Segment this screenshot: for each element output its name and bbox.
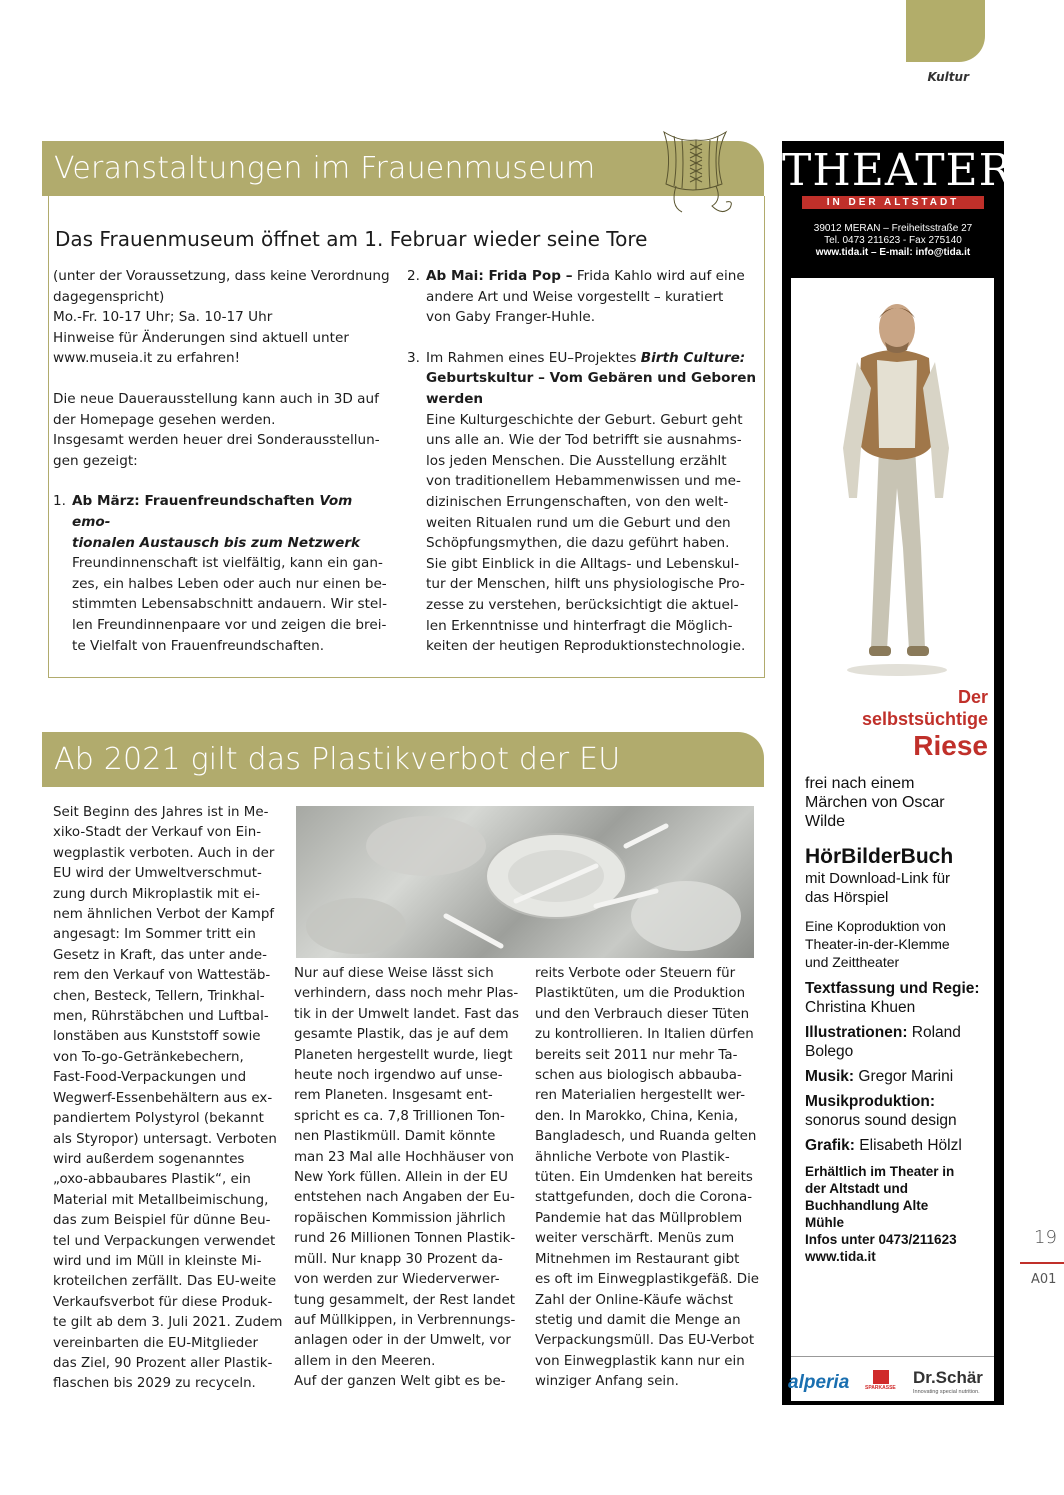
text-line: schen aus biologisch abbauba- <box>535 1068 742 1084</box>
text-line: tur der Menschen, hilft uns physiologische Pro- <box>426 576 745 593</box>
text-line: weiten Ritualen rund um die Geburt und den <box>426 514 731 531</box>
text-line: men, Rührstäbchen und Luftbal- <box>53 1009 269 1025</box>
text-line: Freundinnenschaft ist vielfältig, kann ein gan- <box>72 555 383 572</box>
text-line: len Erkenntnisse und hinterfragt die Möglich- <box>426 617 733 634</box>
text-line: los jeden Menschen. Die Ausstellung erzählt <box>426 452 727 469</box>
text-line: mit Download-Link für <box>805 870 951 887</box>
theater-logo: THEATER <box>782 145 1013 196</box>
text-line: „oxo-abbaubares Plastik“, ein <box>53 1172 251 1188</box>
credit-illustrations <box>805 1023 990 1061</box>
text-line: Im Rahmen eines EU–Projektes <box>426 349 641 366</box>
text-line: heute noch irgendwo auf unse- <box>294 1068 503 1084</box>
item-heading-italic: tionalen Austausch bis zum Netzwerk <box>72 534 361 551</box>
text-line: flaschen bis 2029 zu recyceln. <box>53 1376 256 1392</box>
exhibition-item-1 <box>53 491 393 656</box>
text-line: wegplastik verboten. Auch in der <box>53 845 275 861</box>
text-line: und Zeittheater <box>805 954 900 970</box>
text-line: stattgefunden, doch die Corona- <box>535 1190 753 1206</box>
text-line: keiten der heutigen Reproduktionstechnologie. <box>426 638 746 655</box>
text-line: www.museia.it zu erfahren! <box>53 350 241 367</box>
availability <box>805 1163 990 1265</box>
credit-label: Musikproduktion: <box>805 1093 936 1110</box>
credit-graphics <box>805 1136 990 1155</box>
ad-details <box>805 774 990 1265</box>
text-line: entstehen nach Angaben der Eu- <box>294 1190 515 1206</box>
text-line: te gilt ab dem 3. Juli 2021. Zudem <box>53 1315 283 1331</box>
text-line: Hinweise für Änderungen sind aktuell unter <box>53 329 349 346</box>
article2-title-banner <box>42 732 764 787</box>
text-line: zung durch Mikroplastik mit ei- <box>53 886 260 902</box>
text-line: Plastiktüten, um die Produktion <box>535 986 746 1002</box>
page-code: A01 <box>1031 1272 1057 1287</box>
text-line: der Homepage gesehen werden. <box>53 411 276 428</box>
text-line: (unter der Voraussetzung, dass keine Verordnung <box>53 268 390 284</box>
text-line: gesamte Plastik, das je auf dem <box>294 1027 509 1043</box>
phone: Tel. 0473 211623 - Fax 275140 <box>824 235 962 246</box>
page-number-rule <box>1020 1262 1064 1264</box>
text-line: nen Plastikmüll. Damit könnte <box>294 1129 496 1145</box>
text-line: ren Materialien hergestellt wer- <box>535 1088 746 1104</box>
text-line: Nur auf diese Weise lässt sich <box>294 966 494 981</box>
text-line: Eine Koproduktion von <box>805 918 946 934</box>
credit-value: Christina Khuen <box>805 999 916 1016</box>
sparkasse-icon <box>873 1370 889 1384</box>
text-line: dizinischen Errungenschaften, von den welt- <box>426 493 729 510</box>
text-line: kroteilchen zerfällt. Das EU-weite <box>53 1274 277 1290</box>
article2-column-2 <box>294 964 524 1393</box>
section-label: Kultur <box>927 70 969 84</box>
text-line: Seit Beginn des Jahres ist in Me- <box>53 805 269 820</box>
text-line: Wegwerf-Essenbehältern aus ex- <box>53 1090 273 1106</box>
credit-value: Elisabeth Hölzl <box>859 1137 962 1154</box>
text-line: auf Müllkippen, in Verbrennungs- <box>294 1312 516 1328</box>
text-line: Erhältlich im Theater in <box>805 1164 955 1179</box>
plastic-cutlery-photo <box>296 806 754 958</box>
text-line: man 23 Mal alle Hochhäuser von <box>294 1149 515 1165</box>
text-line: vereinbarten die EU-Mitglieder <box>53 1335 259 1351</box>
sparkasse-logo: SPARKASSE <box>865 1385 896 1391</box>
text-line: rem Planeten. Insgesamt ent- <box>294 1088 493 1104</box>
text-line: Planeten hergestellt wurde, liegt <box>294 1047 513 1063</box>
credit-label: Illustrationen: <box>805 1024 908 1041</box>
text-line: tel und Verpackungen verwendet <box>53 1233 276 1249</box>
text-line: von Gaby Franger-Huhle. <box>426 309 596 326</box>
text-line: den. In Marokko, China, Kenia, <box>535 1108 739 1124</box>
format-description <box>805 869 990 907</box>
text-line: Buchhandlung Alte <box>805 1198 929 1213</box>
text-line: xiko-Stadt der Verkauf von Ein- <box>53 825 262 841</box>
item-number: 3. <box>407 349 420 366</box>
item-number: 1. <box>53 493 66 510</box>
item-number: 2. <box>407 268 420 284</box>
article1-subtitle: Das Frauenmuseum öffnet am 1. Februar wieder seine Tore <box>55 227 648 251</box>
text-line: müll. Nur knapp 30 Prozent da- <box>294 1251 503 1267</box>
text-line: das Hörspiel <box>805 889 889 906</box>
article2-column-3 <box>535 964 767 1393</box>
show-title-main: Riese <box>913 730 988 761</box>
text-line: Bangladesch, und Ruanda gelten <box>535 1129 757 1145</box>
item-heading: werden <box>426 390 484 407</box>
item-heading: Ab März: Frauenfreundschaften <box>72 493 320 510</box>
text-line: Theater-in-der-Klemme <box>805 936 950 952</box>
giant-illustration <box>831 298 961 678</box>
text-line: Verkaufsverbot für diese Produk- <box>53 1294 273 1310</box>
text-line: tik in der Umwelt landet. Fast das <box>294 1006 519 1022</box>
text-line: New York füllen. Allein in der EU <box>294 1170 508 1186</box>
ad-divider <box>791 1356 994 1357</box>
text-line: angesagt: Im Sommer tritt ein <box>53 927 256 943</box>
text-line: von traditionellem Hebammenwissen und me- <box>426 473 741 490</box>
text-line: Insgesamt werden heuer drei Sonderausstellun- <box>53 432 380 449</box>
text-line: winziger Anfang sein. <box>535 1374 679 1390</box>
article1-second-paragraph <box>53 389 393 471</box>
text-line: Fast-Food-Verpackungen und <box>53 1070 247 1086</box>
text-line: stetig und damit die Menge an <box>535 1312 741 1328</box>
text-line: stimmten Lebensabschnitt andauern. Wir stel- <box>72 596 387 613</box>
text-line: bereits seit 2011 nur mehr Ta- <box>535 1047 738 1063</box>
text-line: tüten. Ein Umdenken hat bereits <box>535 1170 753 1186</box>
schaer-logo: Dr.Schär <box>913 1368 983 1387</box>
text-line: frei nach einem <box>805 775 915 792</box>
text-line: Die neue Dauerausstellung kann auch in 3D auf <box>53 390 379 407</box>
show-title <box>862 686 988 762</box>
text-line: EU wird der Umweltverschmut- <box>53 866 262 882</box>
text-line: len Freundinnenpaare vor und zeigen die brei- <box>72 616 387 633</box>
ad-content <box>788 278 994 1401</box>
credit-text <box>805 979 990 1017</box>
item-heading: Geburtskultur – Vom Gebären und Geboren <box>426 370 757 387</box>
text-line: Märchen von Oscar <box>805 794 945 811</box>
text-line: andere Art und Weise vorgestellt – kuratiert <box>426 288 724 305</box>
text-line: Schöpfungsmythen, die dazu geführt haben. <box>426 535 730 552</box>
text-line: wird und im Müll in kleinste Mi- <box>53 1253 262 1269</box>
item-heading-italic: Vom emo- <box>72 493 353 530</box>
credit-label: Musik: <box>805 1068 855 1085</box>
text-line: lonstäben aus Kunststoff sowie <box>53 1029 261 1045</box>
credit-label: Grafik: <box>805 1137 855 1154</box>
text-line: von werden zur Wiederverwer- <box>294 1272 500 1288</box>
article2-column-1 <box>53 803 283 1395</box>
theater-logo-subtitle: IN DER ALTSTADT <box>802 196 984 209</box>
text-line: Eine Kulturgeschichte der Geburt. Geburt geht <box>426 411 743 428</box>
text-line: spricht es ca. 7,8 Trillionen Ton- <box>294 1108 505 1124</box>
format-title: HörBilderBuch <box>805 845 954 868</box>
text-line: nem ähnlichen Verbot der Kampf <box>53 907 275 923</box>
credit-value: sonorus sound design <box>805 1112 957 1129</box>
theater-contact <box>782 223 1004 259</box>
website[interactable]: www.tida.it – E-mail: info@tida.it <box>815 247 971 258</box>
text-line: chen, Besteck, Tellern, Trinkhal- <box>53 988 265 1004</box>
text-line: Infos unter 0473/211623 <box>805 1232 957 1247</box>
text-line: das Ziel, 90 Prozent aller Plastik- <box>53 1355 273 1371</box>
text-line: ropäischen Kommission jährlich <box>294 1210 506 1226</box>
item-heading-italic: Birth Culture: <box>640 349 746 366</box>
text-line: zes, ein halbes Leben oder auch nur einen be- <box>72 575 387 592</box>
text-line: von Einwegplastik kann nur ein <box>535 1353 745 1369</box>
text-line: der Altstadt und <box>805 1181 908 1196</box>
text-line: Zahl der Online-Käufe wächst <box>535 1292 734 1308</box>
schaer-tagline: Innovating special nutrition. <box>913 1389 980 1395</box>
text-line: zu kontrollieren. In Italien dürfen <box>535 1027 754 1043</box>
text-line: Pandemie hat das Müllproblem <box>535 1210 743 1226</box>
text-line: dagegenspricht) <box>53 288 165 305</box>
theater-advertisement <box>782 141 1013 1405</box>
text-line: Mo.-Fr. 10-17 Uhr; Sa. 10-17 Uhr <box>53 309 273 326</box>
text-line: pandiertem Polystyrol (bekannt <box>53 1111 264 1127</box>
credit-music <box>805 1067 990 1086</box>
address: 39012 MERAN – Freiheitsstraße 27 <box>813 223 973 234</box>
text-line: anlagen oder in der Umwelt, vor <box>294 1333 511 1349</box>
article1-intro-paragraph <box>53 266 393 369</box>
text-line: reits Verbote oder Steuern für <box>535 966 736 981</box>
section-tab <box>906 0 985 62</box>
text-line: allem in den Meeren. <box>294 1353 436 1369</box>
show-description <box>805 774 990 831</box>
text-line: rem den Verkauf von Wattestäb- <box>53 968 271 984</box>
credit-production <box>805 1092 990 1130</box>
text-line: und den Verbrauch dieser Tüten <box>535 1006 750 1022</box>
show-title-line: selbstsüchtige <box>861 709 988 729</box>
text-line: verhindern, dass noch mehr Plas- <box>294 986 519 1002</box>
coproduction <box>805 917 990 971</box>
alperia-logo: alperia <box>788 1372 850 1393</box>
text-line: Mühle <box>805 1215 844 1230</box>
text-line: wird außerdem sogenanntes <box>53 1151 245 1167</box>
credit-value: Roland Bolego <box>805 1024 961 1060</box>
text-line[interactable]: www.tida.it <box>805 1249 876 1264</box>
text-line: Verpackungsmüll. Das EU-Verbot <box>535 1333 755 1349</box>
item-heading: Ab Mai: Frida Pop – <box>426 268 573 284</box>
text-line: Material mit Metallbeimischung, <box>53 1192 269 1208</box>
text-line: tung gesammelt, der Rest landet <box>294 1292 516 1308</box>
text-line: rund 26 Millionen Tonnen Plastik- <box>294 1231 516 1247</box>
text-line: von To-go-Getränkebechern, <box>53 1049 244 1065</box>
text-line: zesse zu verstehen, berücksichtigt die aktuel- <box>426 596 739 613</box>
exhibition-item-3 <box>407 348 757 657</box>
text-line: te Vielfalt von Frauenfreundschaften. <box>72 637 325 654</box>
text-line: das zum Beispiel für dünne Beu- <box>53 1213 271 1229</box>
text-line: Auf der ganzen Welt gibt es be- <box>294 1374 506 1390</box>
credit-label: Textfassung und Regie: <box>805 980 980 997</box>
article1-title: Veranstaltungen im Frauenmuseum <box>54 151 596 186</box>
credit-value: Gregor Marini <box>858 1068 954 1085</box>
article1-left-column <box>53 266 393 656</box>
article2-title: Ab 2021 gilt das Plastikverbot der EU <box>54 742 621 777</box>
text-line: als Styropor) untersagt. Verboten <box>53 1131 277 1147</box>
text-line: uns alle an. Wie der Tod betrifft sie ausnahms- <box>426 432 742 449</box>
text-line: weiter verschärft. Menüs zum <box>535 1231 735 1247</box>
text-line: es oft im Einwegplastikgefäß. Die <box>535 1272 760 1288</box>
text-line: ähnliche Verbote von Plastik- <box>535 1149 730 1165</box>
text-line: Wilde <box>805 813 846 830</box>
text-line: Mitnehmen im Restaurant gibt <box>535 1251 740 1267</box>
article1-right-column <box>407 266 757 657</box>
text-line: gen gezeigt: <box>53 452 138 469</box>
text-line: Frida Kahlo wird auf eine <box>572 268 745 284</box>
text-line: Sie gibt Einblick in die Alltags- und Lebenskul- <box>426 555 740 572</box>
page-number: 19 <box>1034 1227 1057 1248</box>
exhibition-item-2 <box>407 266 757 328</box>
text-line: Gesetz in Kraft, das unter ande- <box>53 947 267 963</box>
show-title-line: Der <box>957 687 988 707</box>
